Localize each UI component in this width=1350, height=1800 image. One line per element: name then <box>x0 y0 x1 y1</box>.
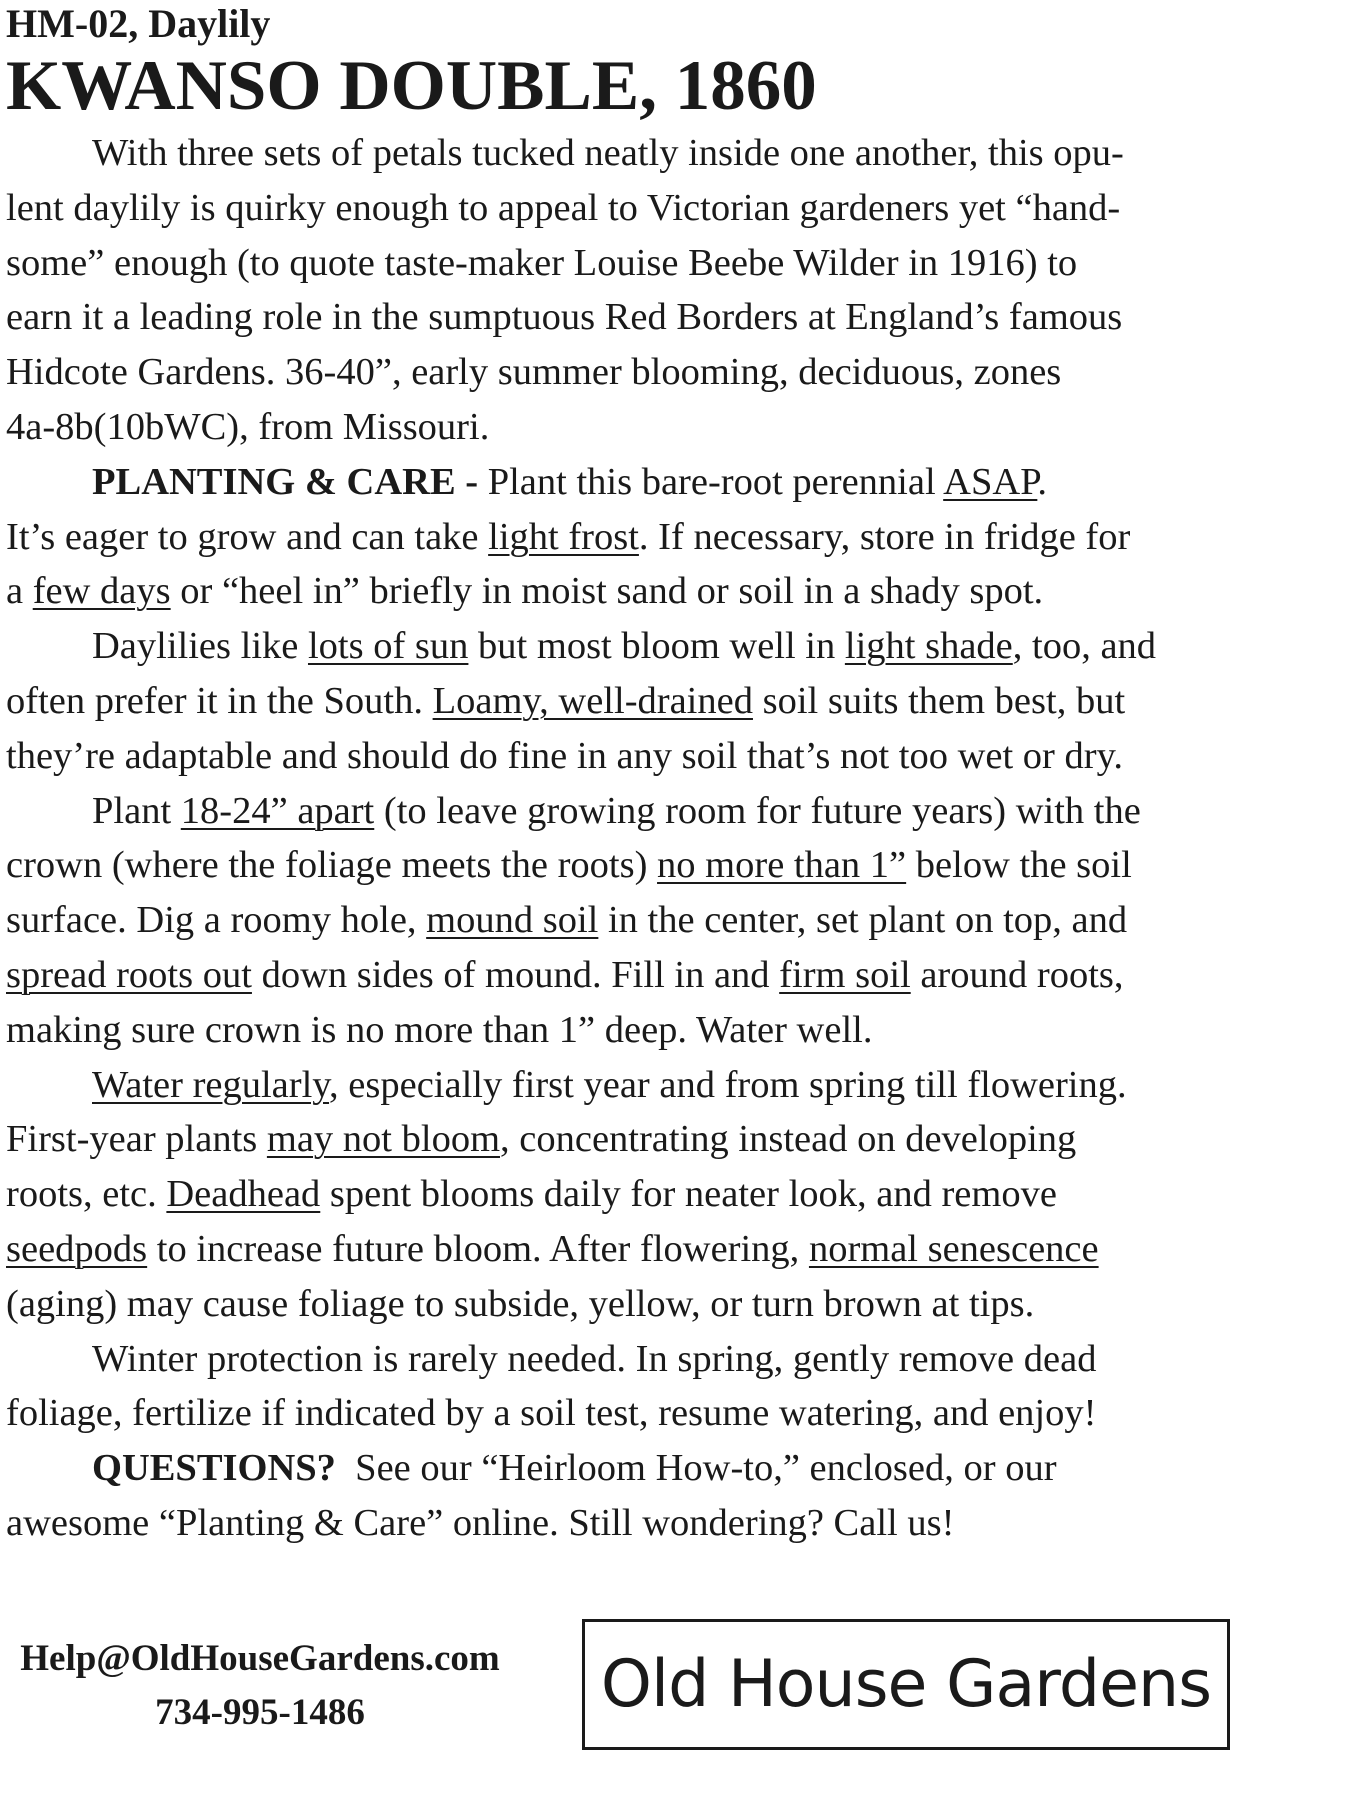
intro-line: some” enough (to quote taste-maker Louise Beebe Wilder in 1916) to <box>6 241 1078 284</box>
description-body <box>6 126 1346 1551</box>
spacing-text: surface. Dig a roomy hole, <box>6 899 427 942</box>
underlined-term: light frost <box>488 515 639 558</box>
spacing-text: around roots, <box>910 953 1124 996</box>
spacing-line <box>6 784 1346 839</box>
email-address: Help@OldHouseGardens.com <box>20 1638 500 1679</box>
phone-number: 734-995-1486 <box>155 1692 365 1733</box>
planting-heading: PLANTING & CARE - <box>92 460 479 503</box>
underlined-term: Deadhead <box>166 1173 321 1216</box>
brand-logo <box>582 1619 1230 1750</box>
sun-text: often prefer it in the South. <box>6 679 433 722</box>
sun-line <box>6 674 1346 729</box>
planting-text: It’s eager to grow and can take <box>6 515 489 558</box>
spacing-line <box>6 893 1346 948</box>
sun-text: soil suits them best, but <box>752 679 1126 722</box>
planting-text: . If necessary, store in fridge for <box>638 515 1131 558</box>
questions-heading: QUESTIONS? <box>92 1447 336 1490</box>
questions-line: awesome “Planting & Care” online. Still wondering? Call us! <box>6 1501 955 1544</box>
underlined-term: few days <box>32 570 171 613</box>
underlined-term: ASAP <box>943 460 1038 503</box>
planting-text: or “heel in” briefly in moist sand or soil in a shady spot. <box>170 570 1044 613</box>
logo-text: Old House Gardens <box>600 1646 1212 1722</box>
intro-line: 4a-8b(10bWC), from Missouri. <box>6 405 490 448</box>
water-text: spent blooms daily for neater look, and remove <box>320 1173 1057 1216</box>
underlined-term: firm soil <box>779 953 911 996</box>
underlined-term: lots of sun <box>307 625 469 668</box>
planting-text: a <box>6 570 33 613</box>
underlined-term: normal senescence <box>808 1227 1099 1270</box>
spacing-text: in the center, set plant on top, and <box>598 899 1128 942</box>
logo-wordmark <box>585 1622 1227 1747</box>
water-line <box>6 1222 1346 1277</box>
winter-line: foliage, fertilize if indicated by a soil test, resume watering, and enjoy! <box>6 1392 1097 1435</box>
underlined-term: Loamy, well-drained <box>432 679 753 722</box>
intro-line: Hidcote Gardens. 36-40”, early summer blooming, deciduous, zones <box>6 351 1062 394</box>
contact-info <box>0 1632 520 1740</box>
underlined-term: no more than 1” <box>657 844 907 887</box>
questions-line <box>6 1441 1346 1496</box>
water-text: roots, etc. <box>6 1173 167 1216</box>
planting-text: . <box>1037 460 1047 503</box>
product-title: KWANSO DOUBLE, 1860 <box>6 47 817 125</box>
spacing-line: making sure crown is no more than 1” deep. Water well. <box>6 1008 873 1051</box>
underlined-term: 18-24” apart <box>180 789 375 832</box>
seed-packet-card <box>6 0 1346 1551</box>
planting-text: Plant this bare-root perennial <box>478 460 944 503</box>
water-text: to increase future bloom. After flowering, <box>147 1227 809 1270</box>
intro-line: earn it a leading role in the sumptuous Red Borders at England’s famous <box>6 296 1123 339</box>
questions-text: See our “Heirloom How-to,” enclosed, or our <box>335 1447 1057 1490</box>
sun-line: they’re adaptable and should do fine in any soil that’s not too wet or dry. <box>6 734 1123 777</box>
spacing-text: down sides of mound. Fill in and <box>251 953 780 996</box>
water-line <box>6 1112 1346 1167</box>
winter-line: Winter protection is rarely needed. In spring, gently remove dead <box>92 1337 1097 1380</box>
sun-text: but most bloom well in <box>468 625 845 668</box>
sun-line <box>6 619 1346 674</box>
water-text: First-year plants <box>6 1118 267 1161</box>
water-line <box>6 1167 1346 1222</box>
spacing-line <box>6 838 1346 893</box>
underlined-term: seedpods <box>6 1227 148 1270</box>
spacing-text: (to leave growing room for future years) with the <box>374 789 1141 832</box>
intro-line: lent daylily is quirky enough to appeal to Victorian gardeners yet “hand- <box>6 186 1121 229</box>
planting-line <box>6 510 1346 565</box>
spacing-text: below the soil <box>906 844 1132 887</box>
water-line <box>6 1058 1346 1113</box>
planting-line <box>6 564 1346 619</box>
spacing-line <box>6 948 1346 1003</box>
water-text: , especially first year and from spring till flowering. <box>329 1063 1127 1106</box>
underlined-term: light shade <box>844 625 1013 668</box>
underlined-term: mound soil <box>426 899 599 942</box>
water-text: , concentrating instead on developing <box>500 1118 1077 1161</box>
underlined-term: Water regularly <box>92 1063 330 1106</box>
planting-line <box>6 455 1346 510</box>
product-code: HM-02, Daylily <box>6 1 271 46</box>
sun-text: Daylilies like <box>92 625 308 668</box>
underlined-term: may not bloom <box>266 1118 501 1161</box>
underlined-term: spread roots out <box>6 953 252 996</box>
water-line: (aging) may cause foliage to subside, yellow, or turn brown at tips. <box>6 1282 1035 1325</box>
spacing-text: Plant <box>92 789 181 832</box>
spacing-text: crown (where the foliage meets the roots) <box>6 844 658 887</box>
intro-line: With three sets of petals tucked neatly inside one another, this opu- <box>92 132 1124 174</box>
sun-text: , too, and <box>1012 625 1157 668</box>
